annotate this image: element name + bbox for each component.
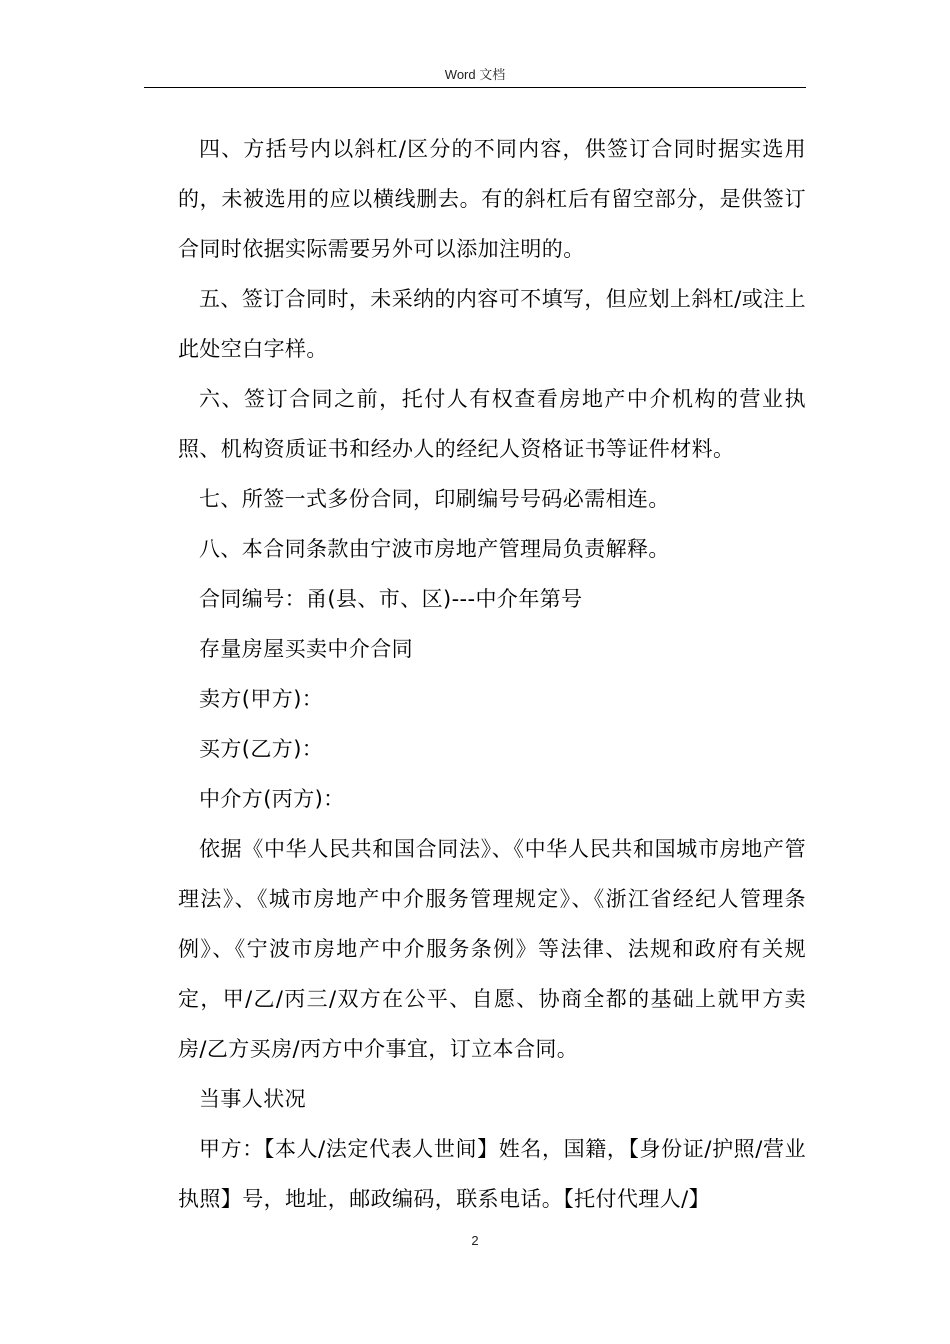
paragraph-clause-5: 五、签订合同时，未采纳的内容可不填写，但应划上斜杠/或注上此处空白字样。 — [178, 287, 806, 361]
paragraph-clause-6: 六、签订合同之前，托付人有权查看房地产中介机构的营业执照、机构资质证书和经办人的经纪人资格证书等证件材料。 — [178, 387, 806, 461]
page-header: Word 文档 — [444, 67, 506, 82]
paragraph-clause-8: 八、本合同条款由宁波市房地产管理局负责解释。 — [199, 537, 670, 561]
contract-number: 合同编号：甬(县、市、区)---中介年第号 — [199, 587, 583, 611]
paragraph-clause-7: 七、所签一式多份合同，印刷编号号码必需相连。 — [199, 487, 670, 511]
parties-section-heading: 当事人状况 — [199, 1087, 306, 1111]
seller-party: 卖方(甲方)： — [199, 687, 324, 711]
party-a-details: 甲方：【本人/法定代表人世间】姓名，国籍，【身份证/护照/营业执照】号，地址，邮政编码，联系电话。【托付代理人/】 — [178, 1137, 806, 1211]
buyer-party: 买方(乙方)： — [199, 737, 324, 761]
document-body — [178, 124, 806, 1224]
header-divider — [144, 87, 806, 88]
paragraph-clause-4: 四、方括号内以斜杠/区分的不同内容，供签订合同时据实选用的，未被选用的应以横线删去。有的斜杠后有留空部分，是供签订合同时依据实际需要另外可以添加注明的。 — [178, 137, 806, 261]
legal-basis-paragraph: 依据《中华人民共和国合同法》、《中华人民共和国城市房地产管理法》、《城市房地产中介服务管理规定》、《浙江省经纪人管理条例》、《宁波市房地产中介服务条例》等法律、法规和政府有关规定，甲/乙/丙三/双方在公平、自愿、协商全都的基础上就甲方卖房/乙方买房/丙方中介事宜，订立本合同。 — [178, 837, 806, 1061]
agent-party: 中介方(丙方)： — [199, 787, 345, 811]
contract-title: 存量房屋买卖中介合同 — [199, 637, 413, 661]
page-number: 2 — [471, 1233, 479, 1248]
